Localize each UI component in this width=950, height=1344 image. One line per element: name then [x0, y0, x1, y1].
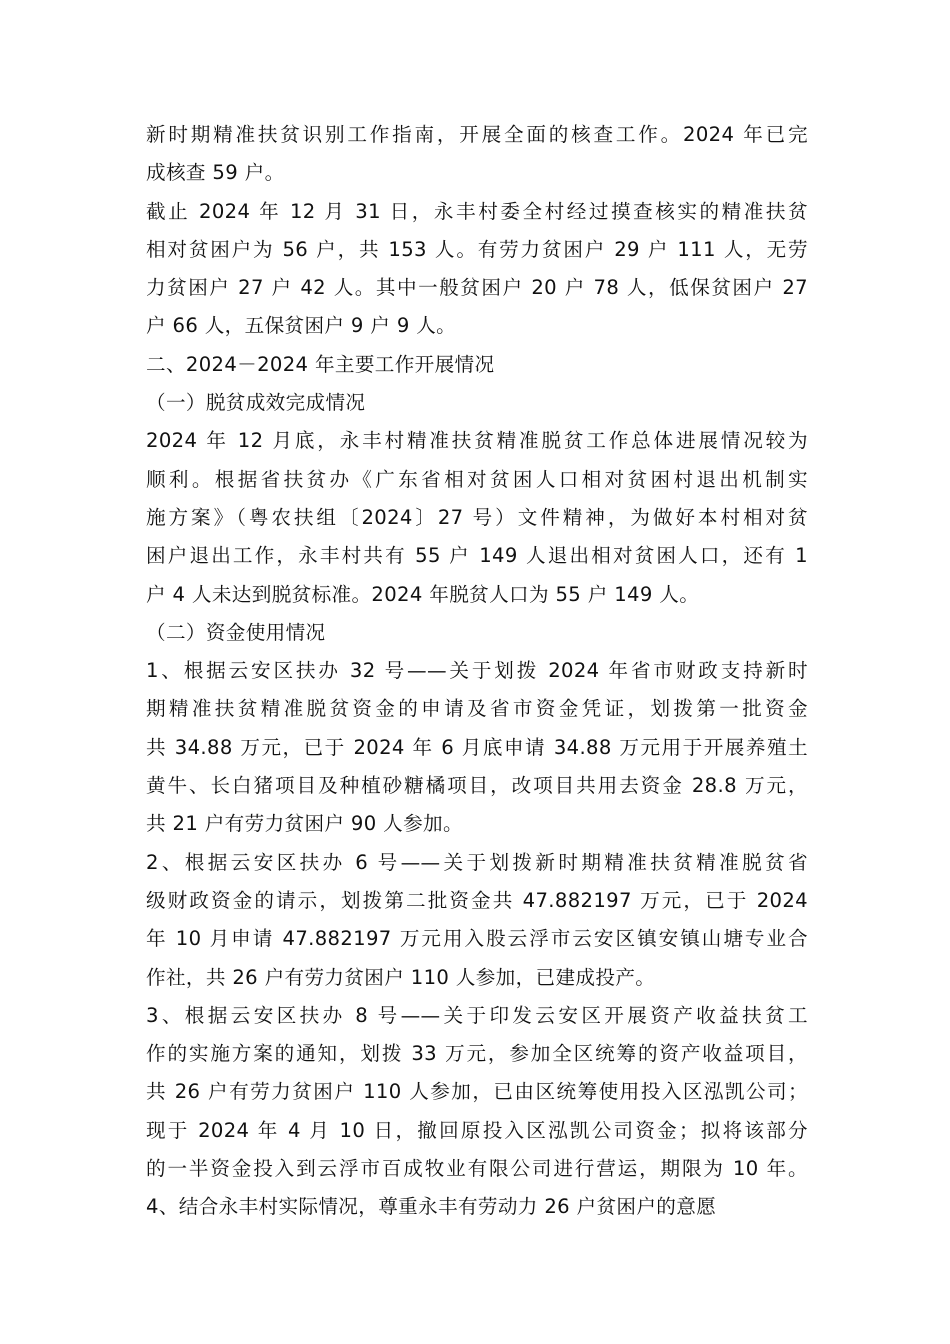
heading-text: 二、2024－2024 年主要工作开展情况 — [146, 352, 495, 376]
text-line: 1、根据云安区扶办 32 号——关于划拨 2024 年省市财政支持新时 — [146, 659, 808, 683]
subsection-heading-2 — [146, 614, 808, 652]
text-line: 2、根据云安区扶办 6 号——关于划拨新时期精准扶贫精准脱贫省 — [146, 850, 808, 874]
text-line: 新时期精准扶贫识别工作指南，开展全面的核查工作。2024 年已完 — [146, 123, 808, 146]
paragraph-fund-item-2 — [146, 844, 808, 997]
text-line: 户 66 人，五保贫困户 9 户 9 人。 — [146, 314, 457, 338]
text-line: 作社，共 26 户有劳力贫困户 110 人参加，已建成投产。 — [146, 965, 656, 989]
text-line: 2024 年 12 月底，永丰村精准扶贫精准脱贫工作总体进展情况较为 — [146, 429, 808, 453]
text-line: 户 4 人未达到脱贫标准。2024 年脱贫人口为 55 户 149 人。 — [146, 582, 700, 606]
text-line: 相对贫困户为 56 户，共 153 人。有劳力贫困户 29 户 111 人，无劳 — [146, 237, 808, 261]
paragraph-poverty-exit — [146, 422, 808, 613]
text-line: 共 26 户有劳力贫困户 110 人参加，已由区统筹使用投入区泓凯公司； — [146, 1080, 808, 1104]
text-line: 共 34.88 万元，已于 2024 年 6 月底申请 34.88 万元用于开展养殖土 — [146, 735, 808, 759]
paragraph-fund-item-3 — [146, 997, 808, 1188]
paragraph-poverty-stats — [146, 193, 808, 346]
text-line: 顺利。根据省扶贫办《广东省相对贫困人口相对贫困村退出机制实 — [146, 467, 808, 491]
text-line: 施方案》（粤农扶组〔2024〕27 号）文件精神，为做好本村相对贫 — [146, 505, 808, 529]
text-line: 的一半资金投入到云浮市百成牧业有限公司进行营运，期限为 10 年。 — [146, 1157, 808, 1181]
text-line: 成核查 59 户。 — [146, 161, 285, 185]
section-heading-2 — [146, 346, 808, 384]
paragraph-verification — [146, 116, 808, 193]
text-line: 截止 2024 年 12 月 31 日，永丰村委全村经过摸查核实的精准扶贫 — [146, 199, 808, 223]
text-line: 黄牛、长白猪项目及种植砂糖橘项目，改项目共用去资金 28.8 万元， — [146, 774, 808, 798]
text-line: 期精准扶贫精准脱贫资金的申请及省市资金凭证，划拨第一批资金 — [146, 697, 808, 721]
text-line: 困户退出工作，永丰村共有 55 户 149 人退出相对贫困人口，还有 1 — [146, 544, 808, 568]
paragraph-fund-item-4 — [146, 1188, 808, 1226]
subsection-heading-1 — [146, 384, 808, 422]
text-line: 4、结合永丰村实际情况，尊重永丰有劳动力 26 户贫困户的意愿 — [146, 1195, 717, 1219]
paragraph-fund-item-1 — [146, 652, 808, 843]
document-page — [146, 116, 808, 1227]
heading-text: （一）脱贫成效完成情况 — [146, 391, 366, 415]
text-line: 级财政资金的请示，划拨第二批资金共 47.882197 万元，已于 2024 — [146, 888, 808, 912]
text-line: 现于 2024 年 4 月 10 日，撤回原投入区泓凯公司资金；拟将该部分 — [146, 1118, 808, 1142]
heading-text: （二）资金使用情况 — [146, 620, 326, 644]
text-line: 3、根据云安区扶办 8 号——关于印发云安区开展资产收益扶贫工 — [146, 1003, 808, 1027]
text-line: 年 10 月申请 47.882197 万元用入股云浮市云安区镇安镇山塘专业合 — [146, 927, 808, 951]
text-line: 共 21 户有劳力贫困户 90 人参加。 — [146, 812, 463, 836]
text-line: 作的实施方案的通知，划拨 33 万元，参加全区统筹的资产收益项目， — [146, 1042, 808, 1066]
text-line: 力贫困户 27 户 42 人。其中一般贫困户 20 户 78 人，低保贫困户 27 — [146, 276, 808, 300]
